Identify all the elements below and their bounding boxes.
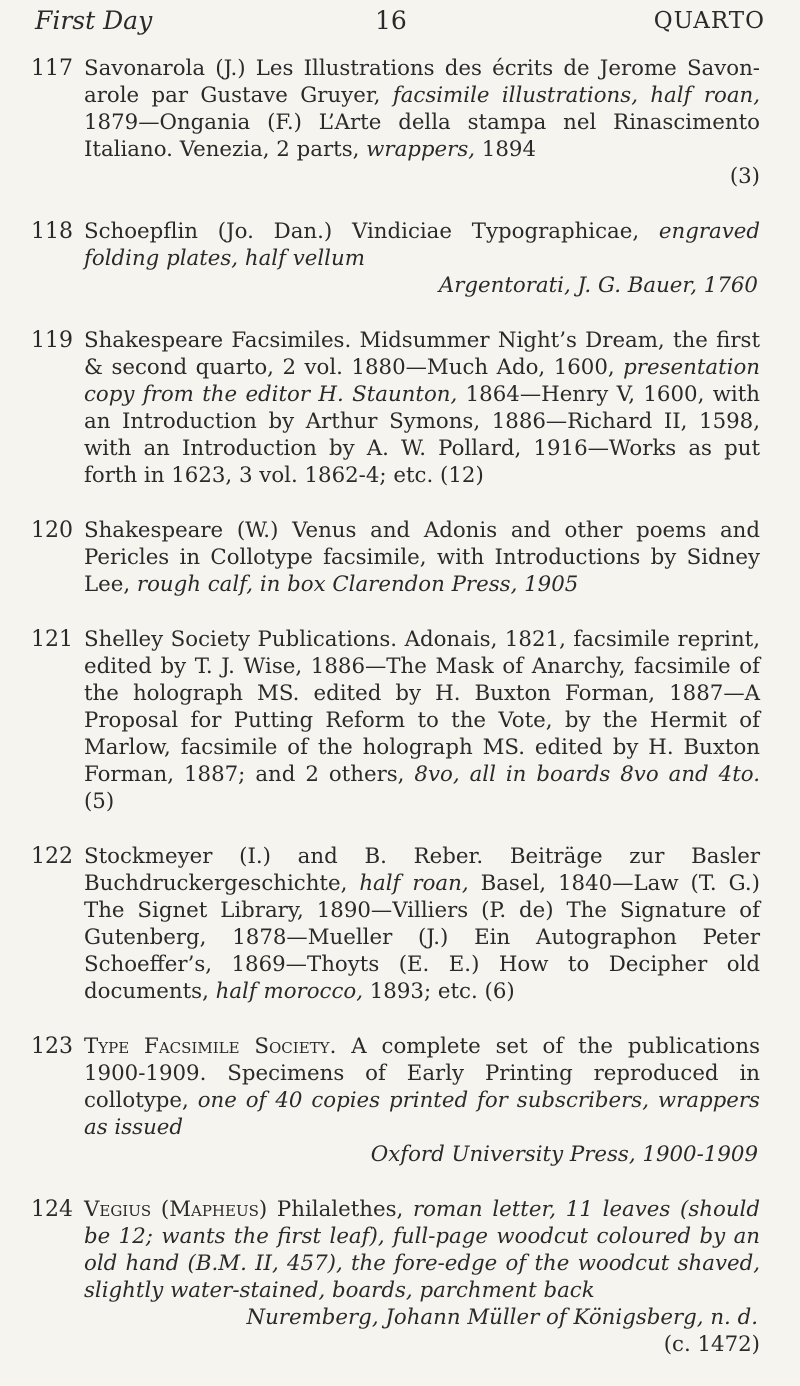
item-count: (3) xyxy=(729,164,760,189)
item-count: (12) xyxy=(440,463,484,488)
imprint: Argentorati, J. G. Bauer, 1760 xyxy=(438,273,758,298)
entry-117 xyxy=(0,55,800,190)
catalogue-entries xyxy=(0,55,800,1386)
date-note: (c. 1472) xyxy=(663,1332,760,1357)
lot-number: 118 xyxy=(31,219,73,244)
entry-120 xyxy=(0,517,800,598)
lot-number: 124 xyxy=(31,1197,73,1222)
entry-124 xyxy=(0,1196,800,1358)
item-count: (6) xyxy=(484,979,515,1004)
entry-118 xyxy=(0,218,800,299)
entry-121 xyxy=(0,626,800,815)
lot-number: 119 xyxy=(31,328,73,353)
imprint: Oxford University Press, 1900-1909 xyxy=(370,1142,758,1167)
lot-number: 120 xyxy=(31,518,73,543)
entry-text: Vegius (Mapheus) Philalethes, roman letter, 11 leaves (should be 12; wants the first leaf), full-page woodcut coloured by an old hand (B.M. II, 457), the fore-edge of the woodcut shaved, slightly water-stained, boards, parchment back Nuremberg, Johann Müller of Königsberg, n. d. (c. 1472) xyxy=(84,1197,760,1357)
entry-122 xyxy=(0,843,800,1005)
entry-text: Type Facsimile Society. A complete set of the publications 1900-1909. Specimens of Early Printing reproduced in collotype, one of 40 copies printed for subscribers, wrappers as issued Oxford University Press, 1900-1909 xyxy=(84,1034,760,1167)
entry-text: Savonarola (J.) Les Illustrations des écrits de Jerome Savon- arole par Gustave Gruyer, facsimile illustrations, half roan, 1879—Ongania (F.) L’Arte della stampa nel Rinascimento Italiano. Venezia, 2 parts, wrappers, 1894 (3) xyxy=(84,56,761,189)
imprint: Nuremberg, Johann Müller of Königsberg, n. d. xyxy=(246,1305,758,1330)
entry-123 xyxy=(0,1033,800,1168)
item-count: (5) xyxy=(84,789,115,814)
format-label: QUARTO xyxy=(653,8,765,34)
day-label: First Day xyxy=(35,6,153,35)
lot-number: 123 xyxy=(31,1034,73,1059)
lot-number: 122 xyxy=(31,844,73,869)
entry-text: Shakespeare Facsimiles. Midsummer Night’s Dream, the first & second quarto, 2 vol. 1880—Much Ado, 1600, presentation copy from the editor H. Staunton, 1864—Henry V, 1600, with an Introduction by Arthur Symons, 1886—Richard II, 1598, with an Introduction by A. W. Pollard, 1916—Works as put forth in 1623, 3 vol. 1862-4; etc. (12) xyxy=(84,328,761,488)
lot-number: 121 xyxy=(31,627,73,652)
entry-text: Shakespeare (W.) Venus and Adonis and other poems and Pericles in Collotype facsimile, with Introductions by Sidney Lee, rough calf, in box Clarendon Press, 1905 xyxy=(84,518,760,597)
page-header xyxy=(35,6,765,46)
entry-text: Shelley Society Publications. Adonais, 1821, facsimile reprint, edited by T. J. Wise, 1886—The Mask of Anarchy, facsimile of the holograph MS. edited by H. Buxton Forman, 1887—A Proposal for Putting Reform to the Vote, by the Hermit of Marlow, facsimile of the holograph MS. edited by H. Buxton Forman, 1887; and 2 others, 8vo, all in boards 8vo and 4to. (5) xyxy=(84,627,760,814)
entry-119 xyxy=(0,327,800,489)
entry-text: Schoepflin (Jo. Dan.) Vindiciae Typographicae, engraved folding plates, half vellum Argentorati, J. G. Bauer, 1760 xyxy=(84,219,760,298)
entry-text: Stockmeyer (I.) and B. Reber. Beiträge zur Basler Buchdruckergeschichte, half roan, Basel, 1840—Law (T. G.) The Signet Library, 1890—Villiers (P. de) The Signature of Gutenberg, 1878—Mueller (J.) Ein Autographon Peter Schoeffer’s, 1869—Thoyts (E. E.) How to Decipher old documents, half morocco, 1893; etc. (6) xyxy=(84,844,760,1004)
lot-number: 117 xyxy=(31,56,73,81)
page-number: 16 xyxy=(375,6,407,35)
